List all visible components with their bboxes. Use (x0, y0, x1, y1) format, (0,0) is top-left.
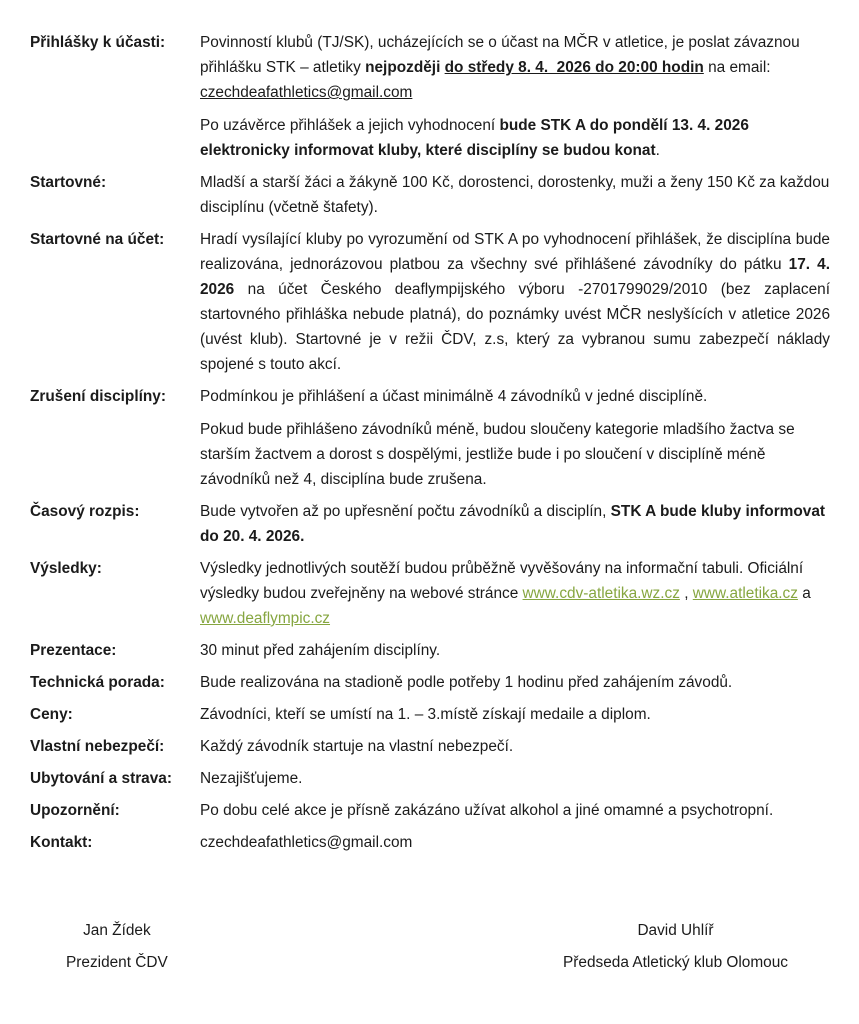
website-link-deaflympic[interactable]: www.deaflympic.cz (200, 610, 331, 627)
paragraph (200, 417, 830, 492)
text-run: Po dobu celé akce je přísně zakázáno užívat alkohol a jiné omamné a psychotropní. (200, 802, 774, 819)
section-label: Časový rozpis: (30, 503, 140, 520)
section-label: Prezentace: (30, 642, 117, 659)
paragraph (200, 30, 830, 105)
section-content (200, 499, 830, 549)
text-run: na účet Českého deaflympijského výboru -2701799029/2010 (bez zaplacení startovného přihláška nebude platná), do poznámky uvést MČR neslyšících v atletice 2026 (uvést klub). Startovné je v režii ČDV, z.s, který za vybranou sumu zabezpečí náklady spojené s touto akcí. (200, 281, 830, 373)
paragraph (200, 830, 830, 855)
text-run: Po uzávěrce přihlášek a jejich vyhodnocení (200, 117, 500, 134)
section-row (30, 670, 830, 695)
section-content (200, 766, 830, 791)
paragraph (200, 638, 830, 663)
paragraph (200, 556, 830, 631)
section-label: Zrušení disciplíny: (30, 388, 166, 405)
section-label: Výsledky: (30, 560, 102, 577)
section-label: Ceny: (30, 706, 73, 723)
section-row (30, 702, 830, 727)
signatory-name: David Uhlíř (637, 922, 714, 939)
section-row (30, 499, 830, 549)
website-link-cdv-atletika[interactable]: www.cdv-atletika.wz.cz (522, 585, 680, 602)
text-run: , (679, 585, 693, 602)
paragraph (200, 734, 830, 759)
text-run: a (797, 585, 811, 602)
section-content (200, 798, 830, 823)
signatory-name: Jan Žídek (83, 922, 151, 939)
paragraph (200, 798, 830, 823)
text-run: 30 minut před zahájením disciplíny. (200, 642, 441, 659)
signature-block (30, 918, 830, 975)
section-label: Ubytování a strava: (30, 770, 172, 787)
text-run: Každý závodník startuje na vlastní nebezpečí. (200, 738, 514, 755)
section-content (200, 30, 830, 163)
email-link[interactable]: czechdeafathletics@gmail.com (200, 84, 413, 101)
text-run: Závodníci, kteří se umístí na 1. – 3.místě získají medaile a diplom. (200, 706, 651, 723)
section-row (30, 798, 830, 823)
text-run: Pokud bude přihlášeno závodníků méně, budou sloučeny kategorie mladšího žactva se starším žactvem a dorost s dospělými, jestliže bude i po sloučení v disciplíně méně závodníků než 4, disciplína bude zrušena. (200, 421, 795, 488)
text-run: . (655, 142, 660, 159)
section-content (200, 734, 830, 759)
section-row (30, 830, 830, 855)
section-label: Upozornění: (30, 802, 120, 819)
section-content (200, 556, 830, 631)
signature-right (563, 918, 788, 975)
signatory-title: Prezident ČDV (66, 954, 168, 971)
paragraph (200, 227, 830, 377)
text-run: Hradí vysílající kluby po vyrozumění od STK A po vyhodnocení přihlášek, že disciplína bude realizována, jednorázovou platbou za všechny své přihlášené závodníky do pátku (200, 231, 830, 273)
section-row (30, 556, 830, 631)
section-label: Přihlášky k účasti: (30, 34, 166, 51)
paragraph (200, 670, 830, 695)
section-row (30, 638, 830, 663)
section-row (30, 766, 830, 791)
section-row (30, 30, 830, 163)
section-label: Technická porada: (30, 674, 165, 691)
section-row (30, 170, 830, 220)
text-run: Bude realizována na stadioně podle potřeby 1 hodinu před zahájením závodů. (200, 674, 733, 691)
paragraph (200, 113, 830, 163)
text-run: 17. 4. 2026 (200, 256, 830, 298)
section-row (30, 734, 830, 759)
text-run: STK A bude kluby informovat do 20. 4. 2026. (200, 503, 826, 545)
section-content (200, 638, 830, 663)
paragraph (200, 170, 830, 220)
section-label: Vlastní nebezpečí: (30, 738, 165, 755)
section-content (200, 702, 830, 727)
section-content (200, 830, 830, 855)
text-run: Bude vytvořen až po upřesnění počtu závodníků a disciplín, (200, 503, 611, 520)
section-label: Startovné na účet: (30, 231, 165, 248)
text-run: nejpozději (365, 59, 445, 76)
paragraph (200, 702, 830, 727)
text-run: Nezajišťujeme. (200, 770, 303, 787)
signature-left (66, 918, 168, 975)
text-run: Podmínkou je přihlášení a účast minimálně 4 závodníků v jedné disciplíně. (200, 388, 708, 405)
text-run: na email: (703, 59, 771, 76)
paragraph (200, 499, 830, 549)
section-content (200, 170, 830, 220)
section-content (200, 384, 830, 492)
paragraph (200, 766, 830, 791)
section-label: Startovné: (30, 174, 107, 191)
text-run: Mladší a starší žáci a žákyně 100 Kč, dorostenci, dorostenky, muži a ženy 150 Kč za každou disciplínu (včetně štafety). (200, 174, 830, 216)
contact-email: czechdeafathletics@gmail.com (200, 834, 413, 851)
text-run: bude STK A do pondělí 13. 4. 2026 elektronicky informovat kluby, které disciplíny se budou konat (200, 117, 749, 159)
section-content (200, 670, 830, 695)
signatory-title: Předseda Atletický klub Olomouc (563, 954, 788, 971)
paragraph (200, 384, 830, 409)
section-row (30, 227, 830, 377)
section-row (30, 384, 830, 492)
text-run: Povinností klubů (TJ/SK), ucházejících se o účast na MČR v atletice, je poslat závaznou přihlášku STK – atletiky (200, 34, 800, 76)
text-run: Výsledky jednotlivých soutěží budou průběžně vyvěšovány na informační tabuli. Oficiální výsledky budou zveřejněny na webové stránce (200, 560, 804, 602)
section-label: Kontakt: (30, 834, 93, 851)
document-body (30, 30, 830, 855)
text-run: do středy 8. 4. 2026 do 20:00 hodin (444, 59, 704, 76)
website-link-atletika[interactable]: www.atletika.cz (692, 585, 798, 602)
section-content (200, 227, 830, 377)
